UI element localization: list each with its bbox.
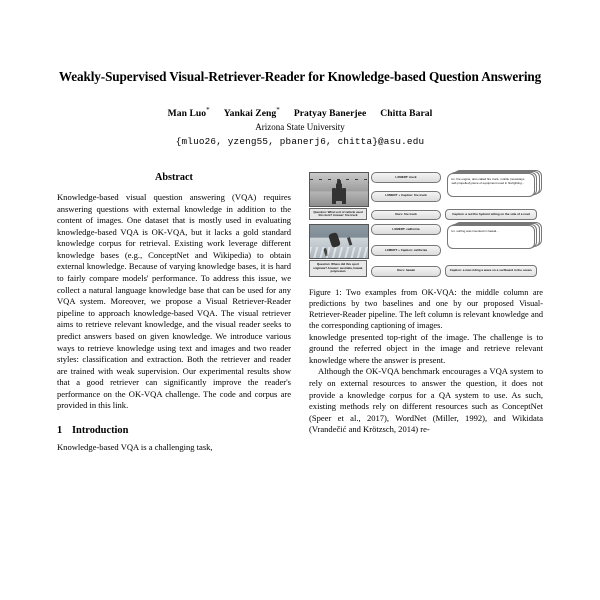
author-name: Man Luo: [167, 108, 207, 119]
author-footnote-marker: *: [276, 105, 280, 114]
image-caption-box: Caption: a man riding a wave on a surfboard in the ocean.: [445, 265, 537, 277]
author-footnote-marker: *: [206, 105, 210, 114]
figure-1-graphic: [309, 172, 543, 277]
introduction-paragraph-1: Knowledge-based VQA is a challenging task,: [57, 441, 213, 452]
image-caption-box: Caption: a red fire hydrant sitting on the side of a road: [445, 209, 537, 221]
author-name: Chitta Baral: [380, 108, 433, 119]
prediction-ours: Ours: hawaii: [371, 266, 441, 277]
figure-example-row: [309, 224, 543, 276]
author-entry: [294, 108, 366, 119]
example-photo-column: [309, 224, 367, 276]
example-knowledge-column: [445, 224, 543, 276]
abstract-heading: Abstract: [155, 172, 193, 183]
question-answer-box: Question: What sort of vehicle used this item? Answer: fire truck: [309, 208, 367, 220]
author-entry: [224, 106, 280, 119]
prediction-lxmert: LXMERT: truck: [371, 172, 441, 183]
author-emails: {mluo26, yzeng55, pbanerj6, chitta}@asu.edu: [175, 136, 425, 147]
abstract-text: Knowledge-based visual question answering (VQA) requires answering questions with external knowledge in addition to the content of images. One dataset that is mostly used in evaluating knowledge-based VQA is OK-VQA, but it lacks a gold standard knowledge corpus for retrieval. Existing work leverage different knowledge bases (e.g., ConceptNet and Wikipedia) to obtain external knowledge. Because of varying knowledge bases, it is hard to fairly compare models' performance. To address this issue, we collect a natural language knowledge base that can be used for any VQA system. Moreover, we propose a Visual Retriever-Reader pipeline to approach knowledge-based VQA. The visual retriever aims to retrieve relevant knowledge, and the visual reader seeks to predict answers based on given knowledge. We introduce various ways to retrieve knowledge using text and images and two reader styles: classification and extraction. Both the retriever and reader are trained with weak supervision. Our experimental results show that a good retriever can significantly improve the reader's performance on the OK-VQA challenge. The code and corpus are provided in this link.: [57, 192, 291, 411]
prediction-lxmert-caption: LXMERT + Caption: california: [371, 245, 441, 256]
right-column: [309, 172, 543, 454]
example-knowledge-column: [445, 172, 543, 220]
two-column-body: [57, 172, 543, 454]
affiliation: Arizona State University: [255, 122, 345, 132]
section-number: 1: [57, 424, 63, 436]
figure-1-caption: Figure 1: Two examples from OK-VQA: the middle column are predictions by two baselines and one by our proposed Visual-Retriever-Reader pipeline. The left column is relevant knowledge and the corresponding captioning of images.: [309, 287, 543, 331]
author-name: Yankai Zeng: [223, 108, 277, 119]
example-photo-column: [309, 172, 367, 220]
section-title: Introduction: [72, 424, 129, 436]
prediction-lxmert-caption: LXMERT + Caption: fire truck: [371, 191, 441, 202]
knowledge-text: kn. fire engine, also called fire truck, mobile (nowadays self-propelled) piece of equipment used in firefighting...: [447, 173, 535, 197]
prediction-lxmert: LXMERT: california: [371, 224, 441, 235]
knowledge-stack: [447, 173, 535, 197]
author-entry: [380, 108, 432, 119]
knowledge-text: kn. surfing was invented in hawaii...: [447, 225, 535, 249]
right-column-paragraph-1: knowledge presented top-right of the image. The challenge is to ground the referred object in the image and retrieve relevant knowledge where the answer is present.: [309, 331, 543, 365]
knowledge-stack: [447, 225, 535, 249]
author-list: [57, 106, 543, 119]
author-name: Pratyay Banerjee: [293, 108, 367, 119]
fire-hydrant-photo: [309, 172, 369, 207]
surfer-photo: [309, 224, 369, 259]
author-entry: [168, 106, 210, 119]
figure-example-row: [309, 172, 543, 220]
example-predictions-column: [371, 172, 441, 220]
right-column-paragraph-2: Although the OK-VQA benchmark encourages a VQA system to rely on external resources to answer the question, it does not provide a knowledge corpus for a QA system to use. As such, existing methods rely on different resources such as ConceptNet (Speer et al., 2017), WordNet (Miller, 1992), and Wikidata (Vrandečić and Krötzsch, 2014) re-: [309, 366, 543, 435]
figure-1: [309, 172, 543, 332]
question-answer-box: Question: Where did this sport originate? Answer: australia, hawaii, polynesian: [309, 260, 367, 276]
prediction-ours: Ours: fire truck: [371, 210, 441, 221]
page-title: Weakly-Supervised Visual-Retriever-Reader for Knowledge-based Question Answering: [58, 69, 542, 84]
section-heading-introduction: [57, 425, 291, 436]
left-column: [57, 172, 291, 454]
example-predictions-column: [371, 224, 441, 276]
